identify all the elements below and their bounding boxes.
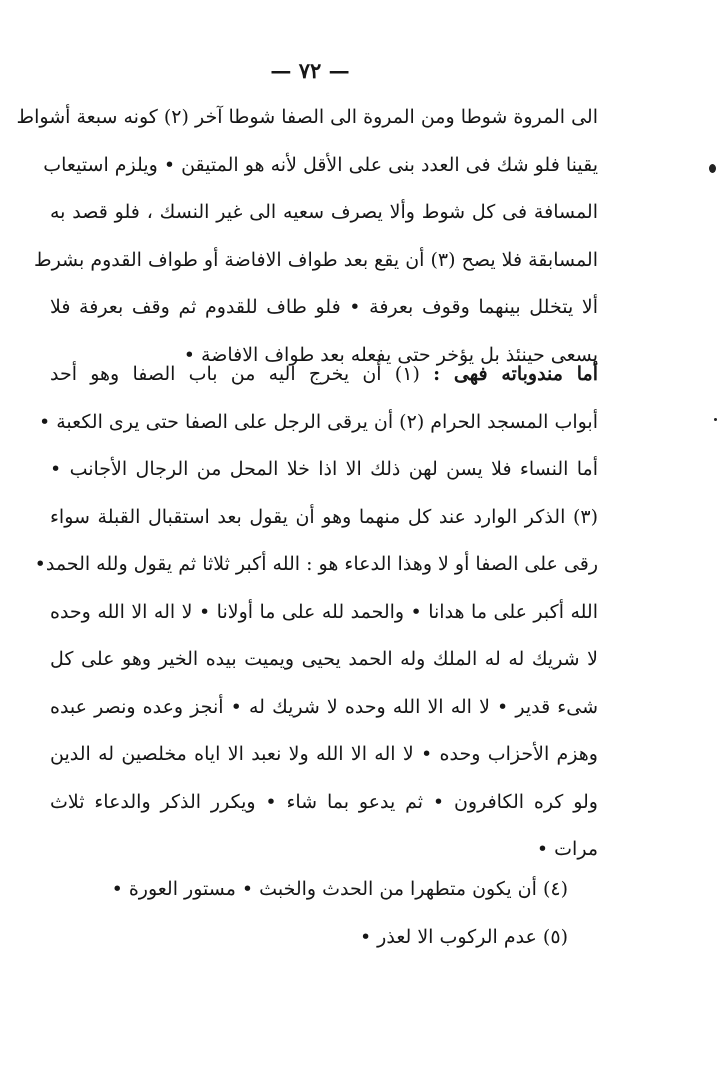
text-line: يقينا فلو شك فى العدد بنى على الأقل لأنه هو المتيقن • ويلزم استيعاب [43, 153, 598, 176]
text-line: ولو كره الكافرون • ثم يدعو بما شاء • ويكرر الذكر والدعاء ثلاث [50, 790, 598, 813]
heading-line-rest: (١) أن يخرج اليه من باب الصفا وهو أحد [50, 363, 420, 385]
text-line: الله أكبر على ما هدانا • والحمد لله على ما أولانا • لا اله الا الله وحده [50, 600, 598, 623]
text-line: رقى على الصفا أو لا وهذا الدعاء هو : الله أكبر ثلاثا ثم يقول ولله الحمد• [34, 553, 598, 575]
list-item: (٤) أن يكون متطهرا من الحدث والخبث • مستور العورة • [111, 878, 568, 900]
text-line: المسابقة فلا يصح (٣) أن يقع بعد طواف الافاضة أو طواف القدوم بشرط [34, 248, 598, 271]
text-line: شىء قدير • لا اله الا الله وحده لا شريك له • أنجز وعده ونصر عبده [50, 695, 598, 718]
text-line: مرات • [536, 838, 598, 860]
text-line: أبواب المسجد الحرام (٢) أن يرقى الرجل على الصفا حتى يرى الكعبة • [38, 410, 598, 433]
text-line: يسعى حينئذ بل يؤخر حتى يفعله بعد طواف الافاضة • [183, 343, 598, 366]
text-line: الى المروة شوطا ومن المروة الى الصفا شوطا آخر (٢) كونه سبعة أشواط [16, 106, 598, 128]
text-line: (٣) الذكر الوارد عند كل منهما وهو أن يقول بعد استقبال القبلة سواء [50, 505, 598, 528]
text-line: ألا يتخلل بينهما وقوف بعرفة • فلو طاف للقدوم ثم وقف بعرفة فلا [50, 296, 598, 318]
section-heading: أما مندوباته فهى : [433, 363, 598, 385]
text-line [50, 351, 598, 399]
numbered-items [50, 866, 598, 961]
list-item: (٥) عدم الركوب الا لعذر • [359, 925, 568, 948]
text-line: لا شريك له له الملك وله الحمد يحيى ويميت بيده الخير وهو على كل [50, 648, 598, 670]
paragraph-sai-conditions [16, 94, 598, 379]
scan-speck [714, 418, 717, 421]
paragraph-sai-recommendations [34, 351, 598, 874]
text-line: وهزم الأحزاب وحده • لا اله الا الله ولا نعبد الا اياه مخلصين له الدين [50, 743, 598, 765]
scan-speck [709, 164, 716, 173]
text-line: أما النساء فلا يسن لهن ذلك الا اذا خلا المحل من الرجال الأجانب • [50, 458, 598, 480]
text-line: المسافة فى كل شوط وألا يصرف سعيه الى غير النسك ، فلو قصد به [50, 201, 598, 223]
page-number: — ٧٢ — [270, 58, 350, 83]
